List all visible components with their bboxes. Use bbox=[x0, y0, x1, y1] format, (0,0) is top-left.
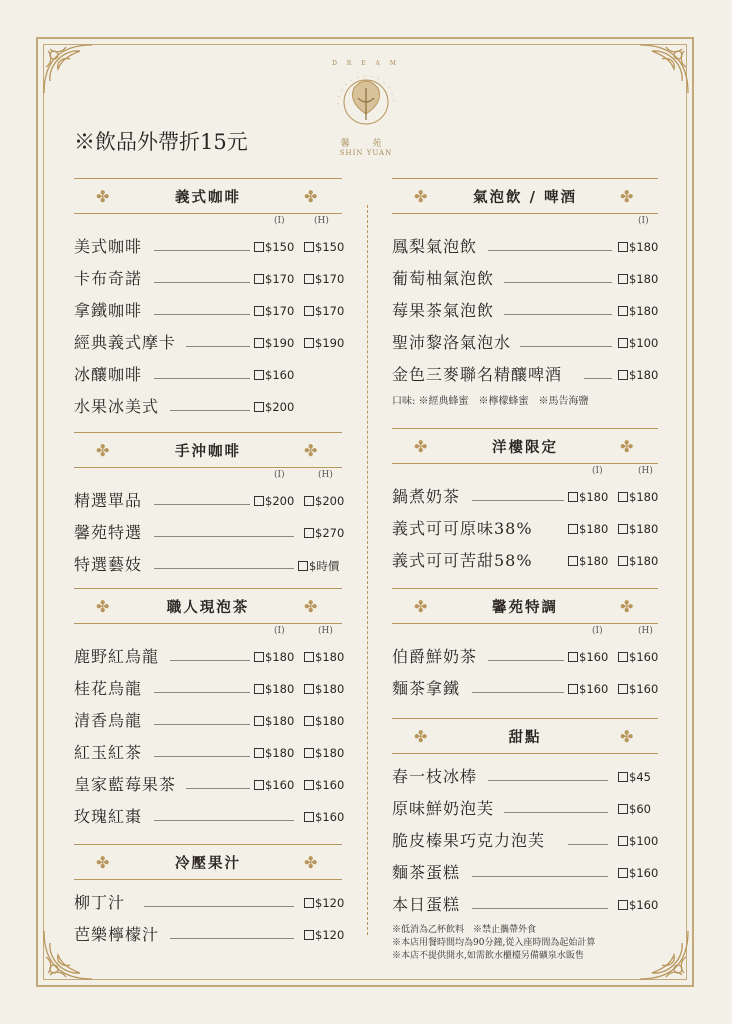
section-header bbox=[74, 588, 342, 624]
section-pour-over bbox=[74, 432, 345, 580]
menu-item: 麵茶蛋糕 $160 bbox=[392, 863, 659, 882]
section-western-house bbox=[392, 428, 658, 576]
menu-item: 拿鐵咖啡 $170 $170 bbox=[74, 301, 345, 320]
menu-item: 皇家藍莓果茶 $160 $160 bbox=[74, 775, 345, 794]
flavor-note: 口味: ※經典蜂蜜 ※檸檬蜂蜜 ※馬告海鹽 bbox=[392, 396, 589, 407]
size-header: (I) bbox=[638, 216, 649, 226]
flourish-icon: ✤ bbox=[96, 853, 110, 872]
corner-ornament-icon bbox=[40, 41, 96, 97]
menu-item: 經典義式摩卡 $190 $190 bbox=[74, 333, 345, 352]
flourish-icon: ✤ bbox=[96, 441, 110, 460]
menu-item: 卡布奇諾 $170 $170 bbox=[74, 269, 345, 288]
section-header bbox=[392, 178, 658, 214]
menu-item: 馨苑特選 $270 bbox=[74, 523, 345, 542]
flourish-icon: ✤ bbox=[304, 597, 318, 616]
size-header: (I) (H) bbox=[274, 470, 333, 480]
menu-item: 清香烏龍 $180 $180 bbox=[74, 711, 345, 730]
size-header: (I) (H) bbox=[592, 466, 653, 476]
section-header bbox=[74, 178, 342, 214]
flourish-icon: ✤ bbox=[304, 187, 318, 206]
takeaway-discount-note: ※飲品外帶折15元 bbox=[74, 130, 248, 154]
flourish-icon: ✤ bbox=[414, 187, 428, 206]
menu-item: 鹿野紅烏龍 $180 $180 bbox=[74, 647, 345, 666]
footnote: ※本店用餐時間均為90分鐘,從入座時間為起始計算 bbox=[392, 938, 596, 948]
section-dessert bbox=[392, 718, 658, 963]
menu-item: 冰釀咖啡 $160 bbox=[74, 365, 295, 384]
flourish-icon: ✤ bbox=[620, 187, 634, 206]
logo-brand-en: SHIN YUAN bbox=[339, 149, 393, 157]
section-special bbox=[392, 588, 658, 704]
corner-ornament-icon bbox=[636, 41, 692, 97]
section-title: 手沖咖啡 bbox=[175, 443, 241, 460]
footnote: ※低消為乙杯飲料 ※禁止攜帶外食 bbox=[392, 925, 537, 935]
menu-item: 義式可可苦甜58% $180 $180 bbox=[392, 551, 659, 570]
section-title: 甜點 bbox=[508, 729, 542, 746]
footnote: ※本店不提供開水,如需飲水櫃檯另備礦泉水販售 bbox=[392, 951, 584, 961]
flourish-icon: ✤ bbox=[620, 597, 634, 616]
menu-item: 特選藝妓 $時價 bbox=[74, 555, 340, 574]
flourish-icon: ✤ bbox=[414, 437, 428, 456]
flourish-icon: ✤ bbox=[414, 727, 428, 746]
menu-item: 義式可可原味38% $180 $180 bbox=[392, 519, 659, 538]
section-title: 馨苑特調 bbox=[492, 599, 558, 616]
size-header: (I) (H) bbox=[274, 626, 333, 636]
section-espresso bbox=[74, 178, 345, 422]
section-header bbox=[74, 844, 342, 880]
section-header bbox=[74, 432, 342, 468]
flourish-icon: ✤ bbox=[620, 437, 634, 456]
menu-item: 水果冰美式 $200 bbox=[74, 397, 295, 416]
section-header bbox=[392, 588, 658, 624]
column-divider bbox=[367, 205, 368, 935]
brand-logo bbox=[324, 58, 408, 158]
flourish-icon: ✤ bbox=[96, 187, 110, 206]
menu-item: 本日蛋糕 $160 bbox=[392, 895, 659, 914]
menu-item: 金色三麥聯名精釀啤酒 $180 bbox=[392, 365, 659, 384]
section-tea bbox=[74, 588, 345, 832]
menu-item: 鍋煮奶茶 $180 $180 bbox=[392, 487, 659, 506]
section-title: 職人現泡茶 bbox=[166, 599, 250, 616]
section-title: 洋樓限定 bbox=[492, 439, 558, 456]
size-header: (I) (H) bbox=[274, 216, 329, 226]
section-juice bbox=[74, 844, 345, 950]
menu-item: 桂花烏龍 $180 $180 bbox=[74, 679, 345, 698]
menu-item: 麵茶拿鐵 $160 $160 bbox=[392, 679, 659, 698]
brand-emblem-icon bbox=[324, 58, 408, 142]
size-header: (I) (H) bbox=[592, 626, 653, 636]
menu-item: 葡萄柚氣泡飲 $180 bbox=[392, 269, 659, 288]
flourish-icon: ✤ bbox=[620, 727, 634, 746]
flourish-icon: ✤ bbox=[304, 853, 318, 872]
section-title: 氣泡飲 / 啤酒 bbox=[473, 189, 577, 206]
menu-item: 春一枝冰棒 $45 bbox=[392, 767, 651, 786]
menu-item: 脆皮榛果巧克力泡芙 $100 bbox=[392, 831, 659, 850]
section-header bbox=[392, 428, 658, 464]
flourish-icon: ✤ bbox=[304, 441, 318, 460]
menu-item: 精選單品 $200 $200 bbox=[74, 491, 345, 510]
menu-item: 聖沛黎洛氣泡水 $100 bbox=[392, 333, 659, 352]
menu-item: 鳳梨氣泡飲 $180 bbox=[392, 237, 659, 256]
flourish-icon: ✤ bbox=[96, 597, 110, 616]
logo-brand-cn: 馨 苑 bbox=[340, 139, 392, 149]
logo-arc-text: D R E A M bbox=[332, 60, 400, 67]
menu-item: 美式咖啡 $150 $150 bbox=[74, 237, 345, 256]
menu-item: 柳丁汁 $120 bbox=[74, 893, 345, 912]
section-title: 冷壓果汁 bbox=[175, 855, 241, 872]
section-sparkling bbox=[392, 178, 658, 407]
flourish-icon: ✤ bbox=[414, 597, 428, 616]
menu-item: 伯爵鮮奶茶 $160 $160 bbox=[392, 647, 659, 666]
menu-item: 莓果茶氣泡飲 $180 bbox=[392, 301, 659, 320]
menu-item: 原味鮮奶泡芙 $60 bbox=[392, 799, 651, 818]
section-header bbox=[392, 718, 658, 754]
section-title: 義式咖啡 bbox=[175, 189, 241, 206]
menu-item: 紅玉紅茶 $180 $180 bbox=[74, 743, 345, 762]
menu-item: 芭樂檸檬汁 $120 bbox=[74, 925, 345, 944]
menu-item: 玫瑰紅棗 $160 bbox=[74, 807, 345, 826]
